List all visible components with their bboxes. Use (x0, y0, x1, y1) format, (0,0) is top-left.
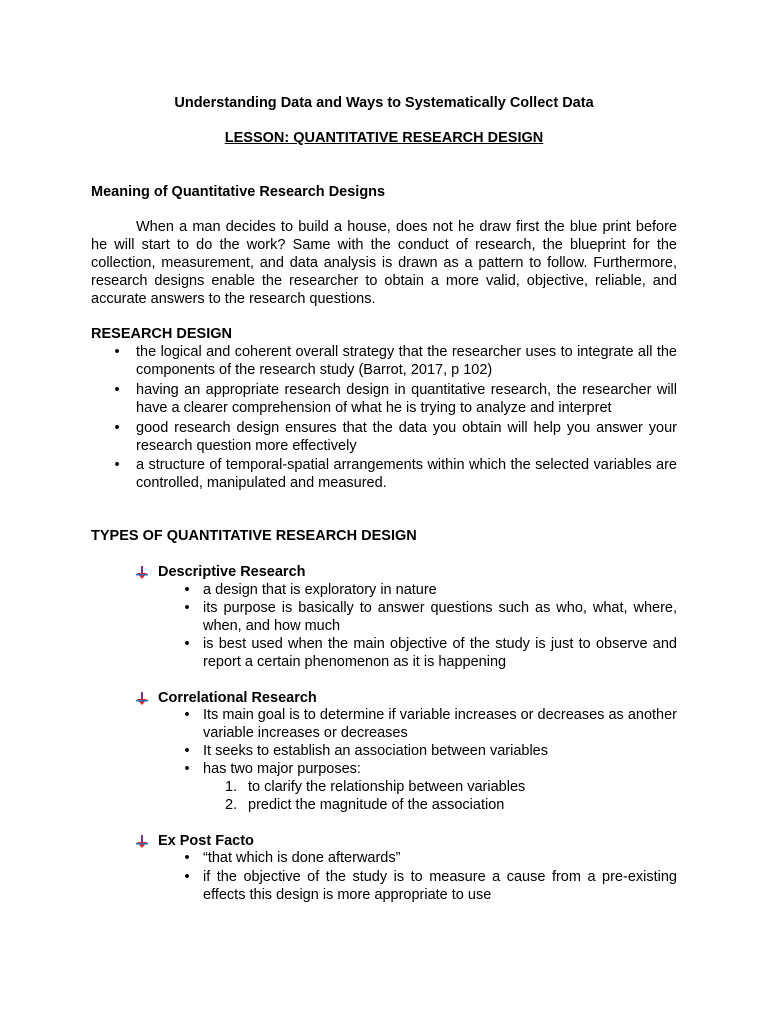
bullet-icon: • (114, 457, 120, 473)
bullet-icon: • (184, 636, 190, 652)
list-item: has two major purposes: (203, 761, 361, 777)
bullet-icon: • (184, 600, 190, 616)
bullet-icon: • (184, 761, 190, 777)
numbered-item: to clarify the relationship between variables (248, 779, 526, 795)
bullet-icon: • (184, 582, 190, 598)
document-title: Understanding Data and Ways to Systematically Collect Data (174, 95, 594, 111)
list-item: is best used when the main objective of the study is just to observe and report a certain phenomenon as it is happening (203, 636, 677, 670)
list-item: Its main goal is to determine if variable increases or decreases as another variable increases or decreases (203, 707, 677, 741)
list-item: having an appropriate research design in quantitative research, the researcher will have a clearer comprehension of what he is trying to analyze and interpret (136, 382, 677, 416)
list-item: It seeks to establish an association between variables (203, 743, 548, 759)
type-name: Ex Post Facto (158, 833, 254, 849)
list-item: good research design ensures that the data you obtain will help you answer your research question more effectively (136, 420, 677, 454)
type-name: Correlational Research (158, 690, 317, 706)
list-item: the logical and coherent overall strategy that the researcher uses to integrate all the components of the research study (Barrot, 2017, p 102) (136, 344, 677, 378)
type-name: Descriptive Research (158, 564, 306, 580)
list-number: 2. (225, 797, 238, 813)
arrow-down-bullet-icon (136, 835, 148, 849)
types-heading: TYPES OF QUANTITATIVE RESEARCH DESIGN (91, 528, 417, 544)
arrow-down-bullet-icon (136, 566, 148, 580)
list-item: a design that is exploratory in nature (203, 582, 437, 598)
meaning-heading: Meaning of Quantitative Research Designs (91, 184, 386, 200)
list-item: if the objective of the study is to measure a cause from a pre-existing effects this design is more appropriate to use (203, 869, 677, 903)
arrow-down-bullet-icon (136, 692, 148, 706)
bullet-icon: • (114, 420, 120, 436)
numbered-item: predict the magnitude of the association (248, 797, 505, 813)
list-item: its purpose is basically to answer questions such as who, what, where, when, and how much (203, 600, 677, 634)
lesson-title: LESSON: QUANTITATIVE RESEARCH DESIGN (224, 130, 544, 146)
research-design-heading: RESEARCH DESIGN (91, 326, 232, 342)
list-item: a structure of temporal-spatial arrangements within which the selected variables are controlled, manipulated and measured. (136, 457, 677, 491)
bullet-icon: • (184, 869, 190, 885)
list-number: 1. (225, 779, 238, 795)
bullet-icon: • (114, 344, 120, 360)
list-item: “that which is done afterwards” (203, 850, 401, 866)
bullet-icon: • (184, 850, 190, 866)
bullet-icon: • (184, 743, 190, 759)
meaning-paragraph: When a man decides to build a house, does not he draw first the blue print before he will start to do the work? Same with the conduct of research, the blueprint for the collection, measurement, and data analysis is drawn as a pattern to follow. Furthermore, research designs enable the researcher to obtain a more valid, objective, reliable, and accurate answers to the research questions. (91, 219, 677, 307)
bullet-icon: • (184, 707, 190, 723)
bullet-icon: • (114, 382, 120, 398)
